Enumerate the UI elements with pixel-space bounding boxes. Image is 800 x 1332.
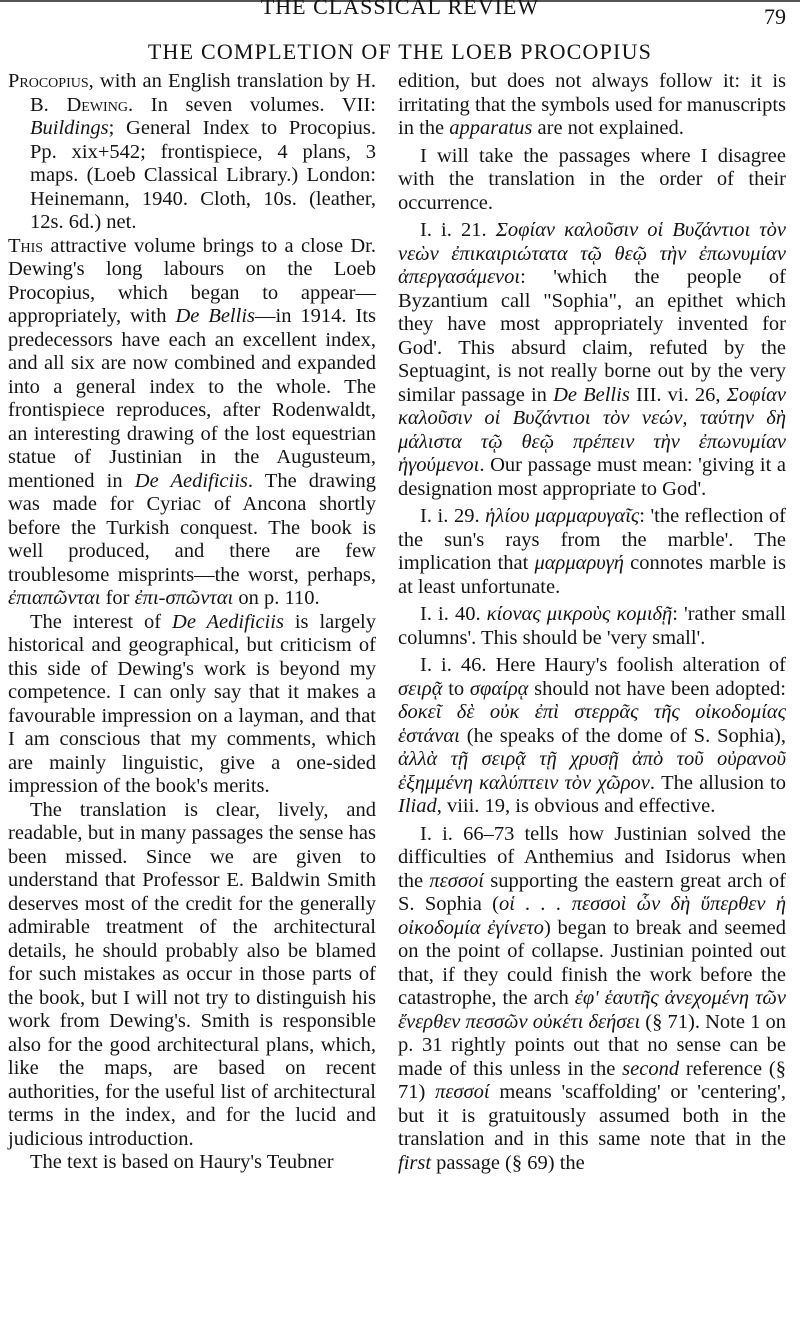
article-title: THE COMPLETION OF THE LOEB PROCOPIUS	[147, 39, 653, 64]
paragraph-translation: The translation is clear, lively, and readable, but in many passages the sense has been missed. Since we are given to understand that Professor E. Baldwin Smith deserves most of the credit for the generally admirable treatment of the architectural details, he should probably also be blamed for such mistakes as occur in those parts of the book, but I will not try to distinguish his work from Dewing's. Smith is responsible also for the good architectural plans, which, like the maps, are based on recent authorities, for the useful list of architectural terms in the index, and for the lucid and judicious introduction.	[8, 798, 376, 1150]
paragraph-edition: edition, but does not always follow it: it is irritating that the symbols used for manuscripts in the apparatus are not explained.	[398, 70, 786, 139]
running-head: THE CLASSICAL REVIEW	[260, 0, 540, 19]
left-column	[8, 70, 376, 1175]
citation-volume: Buildings	[30, 117, 109, 139]
entry-i-i-46: I. i. 46. Here Haury's foolish alteration of σειρᾷ to σφαίρᾳ should not have been adopted: δοκεῖ δὲ οὐκ ἐπὶ στερρᾶς τῆς οἰκοδομίας ἑστάναι (he speaks of the dome of S. Sophia), ἀλλὰ τῇ σειρᾷ τῇ χρυσῇ ἀπὸ τοῦ οὐρανοῦ ἐξημμένη καλύπτειν τὸν χῶρον. The allusion to Iliad, viii. 19, is obvious and effective.	[398, 654, 786, 817]
right-column	[398, 70, 786, 1175]
entry-i-i-40: I. i. 40. κίονας μικροὺς κομιδῇ: 'rather small columns'. This should be 'very small'.	[398, 603, 787, 649]
page-number: 79	[764, 4, 786, 29]
paragraph-interest: The interest of De Aedificiis is largely historical and geographical, but criticism of this side of Dewing's work is beyond my competence. I can only say that it makes a favourable impression on a layman, and that I am conscious that my comments, which are mainly linguistic, give a one-sided impression of the book's merits.	[8, 610, 376, 797]
paragraph-intro: This attractive volume brings to a close Dr. Dewing's long labours on the Loeb Procopius, which began to appear—appropriately, with De Bellis—in 1914. Its predecessors have each an excellent index, and all six are now combined and expanded into a general index to the whole. The frontispiece reproduces, after Rodenwaldt, an interesting drawing of the lost equestrian statue of Justinian in the Augusteum, mentioned in De Aedificiis. The drawing was made for Cyriac of Ancona shortly before the Turkish conquest. The book is well produced, and there are few troublesome misprints—the worst, perhaps, ἐπιαπῶνται for ἐπι-σπῶνται on p. 110.	[8, 234, 377, 609]
entry-i-i-66-73: I. i. 66–73 tells how Justinian solved the difficulties of Anthemius and Isidorus when the πεσσοί supporting the eastern great arch of S. Sophia (οἱ . . . πεσσοὶ ὧν δὴ ὕπερθεν ἡ οἰκοδομία ἐγίνετο) began to break and seemed on the point of collapse. Justinian pointed out that, if they could finish the work before the catastrophe, the arch ἐφ' ἑαυτῆς ἀνεχομένη τῶν ἔνερθεν πεσσῶν οὐκέτι δεήσει (§ 71). Note 1 on p. 31 rightly points out that no sense can be made of this unless in the second reference (§ 71) πεσσοί means 'scaffolding' or 'centering', but it is gratuitously assumed both in the translation and in this same note that in the first passage (§ 69) the	[398, 822, 787, 1174]
book-citation: Procopius, with an English translation by H. B. Dewing. In seven volumes. VII: Buildings; General Index to Procopius. Pp. xix+542; frontispiece, 4 plans, 3 maps. (Loeb Classical Library.) London: Heinemann, 1940. Cloth, 10s. (leather, 12s. 6d.) net.	[8, 70, 376, 233]
entry-i-i-29: I. i. 29. ἡλίου μαρμαρυγαῖς: 'the reflection of the sun's rays from the marble'. The implication that μαρμαρυγή connotes marble is at least unfortunate.	[398, 505, 787, 598]
paragraph-passages: I will take the passages where I disagree with the translation in the order of their occurrence.	[398, 144, 786, 214]
paragraph-text-basis: The text is based on Haury's Teubner	[30, 1151, 334, 1173]
entry-i-i-21: I. i. 21. Σοφίαν καλοῦσιν οἱ Βυζάντιοι τὸν νεὼν ἐπικαιριώτατα τῷ θεῷ τὴν ἐπωνυμίαν ἀπεργασάμενοι: 'which the people of Byzantium call "Sophia", an epithet which they have most appropriately invented for God'. This absurd claim, refuted by the Septuagint, is not really borne out by the very similar passage in De Bellis III. vi. 26, Σοφίαν καλοῦσιν οἱ Βυζάντιοι τὸν νεών, ταύτην δὴ μάλιστα τῷ θεῷ πρέπειν τὴν ἐπωνυμίαν ἡγούμενοι. Our passage must mean: 'giving it a designation most appropriate to God'.	[398, 219, 786, 500]
citation-author: Procopius	[8, 70, 89, 92]
citation-translator: H. B. Dewing	[30, 70, 376, 116]
